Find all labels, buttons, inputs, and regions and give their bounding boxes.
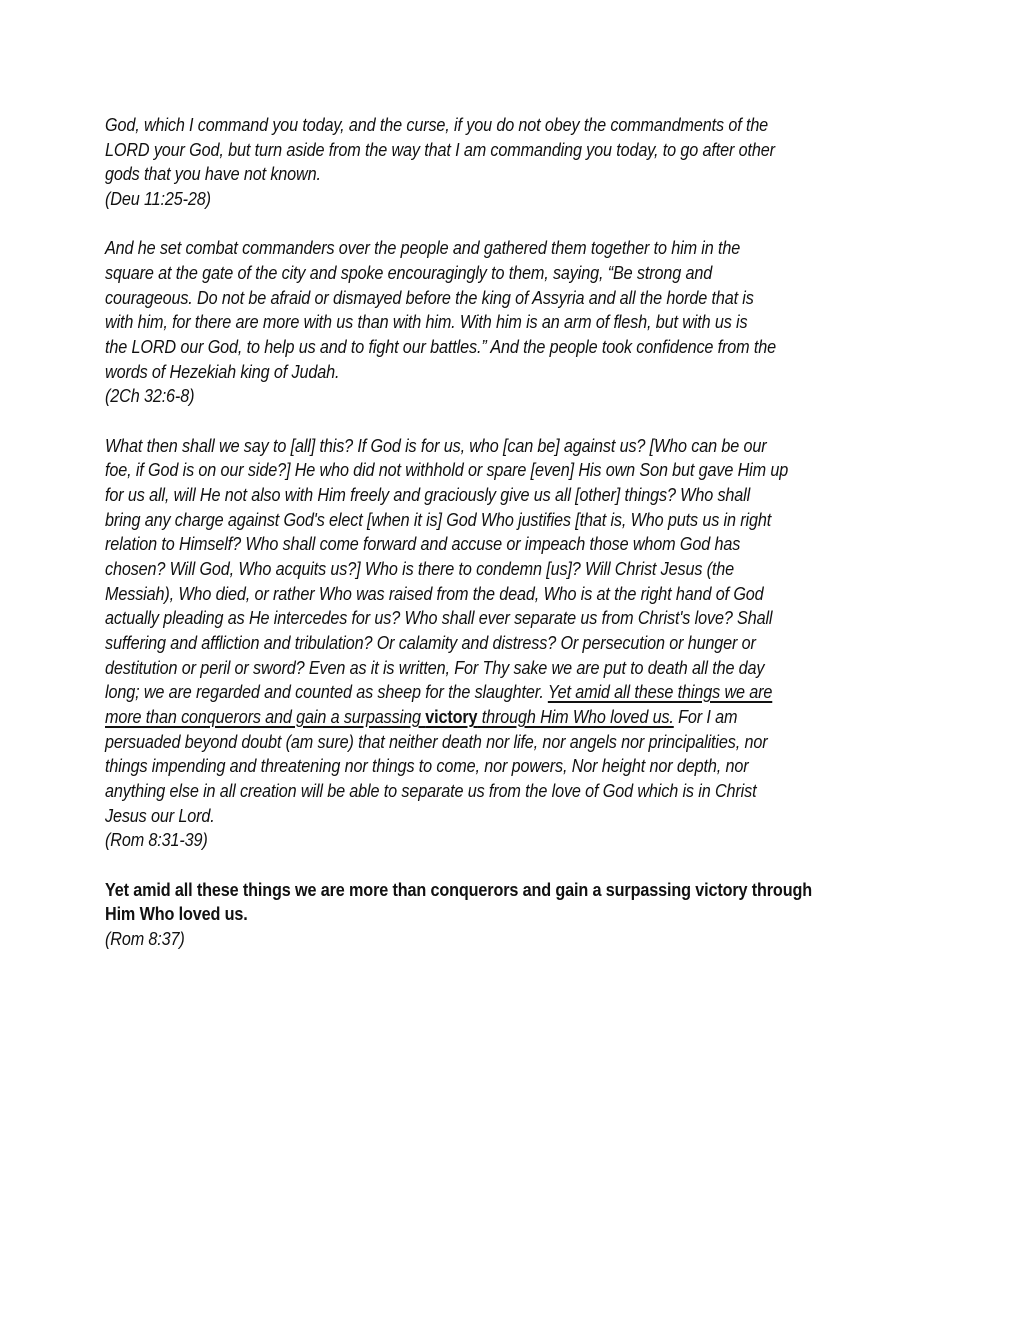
passage-line: LORD your God, but turn aside from the way that I am commanding you today, to go after other (105, 140, 775, 160)
passage-line: What then shall we say to [all] this? If God is for us, who [can be] against us? [Who can be our (105, 436, 767, 456)
passage-line: persuaded beyond doubt (am sure) that neither death nor life, nor angels nor principalities, nor (105, 732, 768, 752)
passage-line: suffering and affliction and tribulation? Or calamity and distress? Or persecution or hunger or (105, 633, 756, 653)
key-verse-line: Yet amid all these things we are more than conquerors and gain a surpassing victory through (105, 880, 812, 900)
passage-line: for us all, will He not also with Him freely and graciously give us all [other] things? Who shall (105, 485, 751, 505)
passage-line (105, 681, 772, 703)
passage-line: with him, for there are more with us than with him. With him is an arm of flesh, but with us is (105, 312, 748, 332)
scripture-reference: (2Ch 32:6-8) (105, 386, 195, 406)
underlined-text: through Him Who loved us. (477, 707, 674, 727)
passage-line: Messiah), Who died, or rather Who was raised from the dead, Who is at the right hand of God (105, 584, 764, 604)
scripture-reference: (Rom 8:31-39) (105, 830, 208, 850)
passage-line (105, 706, 737, 728)
passage-line: courageous. Do not be afraid or dismayed before the king of Assyria and all the horde that is (105, 288, 754, 308)
scripture-reference: (Rom 8:37) (105, 929, 185, 949)
passage-line: foe, if God is on our side?] He who did not withhold or spare [even] His own Son but gave Him up (105, 460, 789, 480)
passage-line: relation to Himself? Who shall come forward and accuse or impeach those whom God has (105, 534, 741, 554)
underlined-text: more than conquerors and gain a surpassing (105, 707, 426, 727)
underlined-highlight: Yet amid all these things we are (547, 682, 773, 702)
key-verse-line: Him Who loved us. (105, 904, 248, 924)
passage-line: actually pleading as He intercedes for us? Who shall ever separate us from Christ's love? Shall (105, 608, 773, 628)
passage-line: bring any charge against God's elect [when it is] God Who justifies [that is, Who puts us in right (105, 510, 772, 530)
bold-keyword: victory (425, 707, 478, 727)
scripture-reference: (Deu 11:25-28) (105, 189, 211, 209)
passage-line: things impending and threatening nor things to come, nor powers, Nor height nor depth, nor (105, 756, 749, 776)
passage-line: destitution or peril or sword? Even as it is written, For Thy sake we are put to death all the day (105, 658, 765, 678)
plain-text: long; we are regarded and counted as sheep for the slaughter. (105, 682, 548, 702)
passage-line: words of Hezekiah king of Judah. (105, 362, 340, 382)
passage-line: chosen? Will God, Who acquits us?] Who is there to condemn [us]? Will Christ Jesus (the (105, 559, 735, 579)
underlined-highlight (105, 707, 674, 727)
passage-line: the LORD our God, to help us and to fight our battles.” And the people took confidence from the (105, 337, 777, 357)
passage-line: square at the gate of the city and spoke encouragingly to them, saying, “Be strong and (105, 263, 713, 283)
passage-line: anything else in all creation will be able to separate us from the love of God which is in Christ (105, 781, 757, 801)
passage-line: God, which I command you today, and the curse, if you do not obey the commandments of the (105, 115, 769, 135)
passage-line: gods that you have not known. (105, 164, 321, 184)
passage-line: And he set combat commanders over the people and gathered them together to him in the (105, 238, 741, 258)
passage-line: Jesus our Lord. (105, 806, 215, 826)
plain-text: For I am (673, 707, 738, 727)
